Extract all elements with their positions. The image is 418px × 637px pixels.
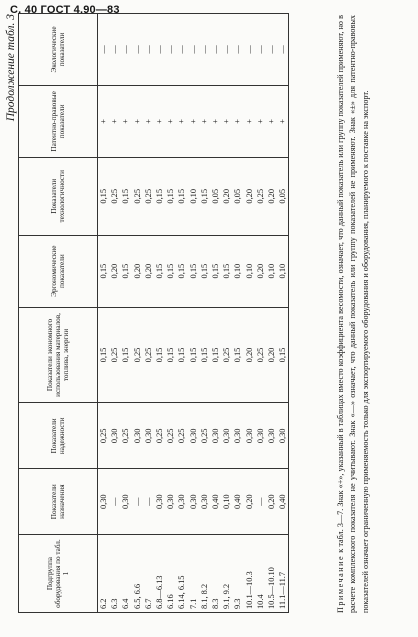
table-cell: 0,25 xyxy=(165,403,176,469)
table-cell: + xyxy=(255,85,266,157)
table-row xyxy=(154,14,165,613)
col-economy: Показатели экономного использования материалов, топлива, энергии xyxy=(19,307,98,403)
table-cell: — xyxy=(199,14,210,86)
table-cell: 0,20 xyxy=(143,235,154,307)
table-cell: 0,25 xyxy=(109,157,120,235)
table-cell: 9.3 xyxy=(232,535,243,613)
table-cell: 0,15 xyxy=(199,235,210,307)
table-cell: + xyxy=(176,85,187,157)
table-cell: 0,15 xyxy=(176,157,187,235)
table-cell: — xyxy=(165,14,176,86)
page-header: С. 40 ГОСТ 4.90—83 xyxy=(10,4,120,16)
table-cell: 0,15 xyxy=(199,307,210,403)
table-cell: 0,20 xyxy=(266,307,277,403)
col-purpose: Показатели назначения xyxy=(19,469,98,535)
table-cell: 0,30 xyxy=(210,403,221,469)
table-cell: 0,40 xyxy=(210,469,221,535)
table-cell: 0,25 xyxy=(176,403,187,469)
table-cell: 0,30 xyxy=(188,469,199,535)
table-cell: 0,15 xyxy=(120,157,131,235)
table-note xyxy=(335,15,372,613)
table-cell: 0,30 xyxy=(277,403,289,469)
table-cell: 0,15 xyxy=(188,307,199,403)
table-cell: 0,25 xyxy=(221,307,232,403)
table-cell: — xyxy=(132,14,143,86)
table-cell: 0,20 xyxy=(266,157,277,235)
table-cell: 6.8—6.13 xyxy=(154,535,165,613)
table-cell: 0,20 xyxy=(132,235,143,307)
table-cell: 0,30 xyxy=(188,403,199,469)
table-cell: 0,30 xyxy=(232,403,243,469)
table-cell: 6.3 xyxy=(109,535,120,613)
table-cell: 0,10 xyxy=(244,235,255,307)
table-cell: 0,20 xyxy=(244,469,255,535)
table-cell: — xyxy=(221,14,232,86)
table-cell: 10.1—10.3 xyxy=(244,535,255,613)
table-cell: 0,15 xyxy=(120,235,131,307)
table-row xyxy=(120,14,131,613)
table-cell: 0,25 xyxy=(98,403,110,469)
table-cell: — xyxy=(188,14,199,86)
table-cell: 0,30 xyxy=(132,403,143,469)
table-row xyxy=(132,14,143,613)
table-cell: + xyxy=(109,85,120,157)
table-cell: — xyxy=(143,469,154,535)
table-cell: 0,20 xyxy=(255,235,266,307)
table-cell: 0,15 xyxy=(210,235,221,307)
table-cell: 6.4 xyxy=(120,535,131,613)
table-cell: — xyxy=(266,14,277,86)
table-cell: 0,25 xyxy=(132,157,143,235)
table-cell: 0,15 xyxy=(232,307,243,403)
table-row xyxy=(109,14,120,613)
table-cell: 0,10 xyxy=(232,235,243,307)
table-cell: 0,25 xyxy=(143,157,154,235)
table-cell: 0,30 xyxy=(143,403,154,469)
table-cell: 0,25 xyxy=(132,307,143,403)
table-row xyxy=(210,14,221,613)
table-cell: + xyxy=(232,85,243,157)
table-cell: 0,30 xyxy=(176,469,187,535)
table-cell: + xyxy=(266,85,277,157)
table-cell: 0,10 xyxy=(188,157,199,235)
table-cell: — xyxy=(132,469,143,535)
table-cell: 0,30 xyxy=(266,403,277,469)
table-cell: + xyxy=(132,85,143,157)
table-cell: + xyxy=(244,85,255,157)
table-header-row xyxy=(19,14,98,613)
table-cell: + xyxy=(98,85,110,157)
table-cell: 10.5—10.10 xyxy=(266,535,277,613)
table-cell: 0,15 xyxy=(154,307,165,403)
table-cell: + xyxy=(199,85,210,157)
table-cell: 7.1 xyxy=(188,535,199,613)
table-cell: — xyxy=(277,14,289,86)
continuation-title: Продолжение табл. 3 xyxy=(5,14,17,122)
table-row xyxy=(176,14,187,613)
table-cell: 0,15 xyxy=(199,157,210,235)
table-cell: — xyxy=(154,14,165,86)
table-cell: 0,30 xyxy=(244,403,255,469)
table-cell: 0,40 xyxy=(277,469,289,535)
table-cell: 0,15 xyxy=(98,157,110,235)
table-body xyxy=(98,14,289,613)
table-cell: + xyxy=(154,85,165,157)
table-cell: 0,20 xyxy=(221,157,232,235)
table-cell: 0,20 xyxy=(109,235,120,307)
table-cell: — xyxy=(120,14,131,86)
table-cell: — xyxy=(255,469,266,535)
table-cell: + xyxy=(210,85,221,157)
table-cell: 0,15 xyxy=(165,307,176,403)
table-cell: — xyxy=(255,14,266,86)
table-cell: — xyxy=(109,14,120,86)
table-cell: + xyxy=(120,85,131,157)
table-cell: 0,15 xyxy=(188,235,199,307)
table-cell: 0,30 xyxy=(221,403,232,469)
table-cell: 6.16 xyxy=(165,535,176,613)
table-cell: 0,30 xyxy=(109,403,120,469)
table-cell: 0,30 xyxy=(98,469,110,535)
table-cell: 0,40 xyxy=(232,469,243,535)
table-row xyxy=(266,14,277,613)
table-cell: 0,25 xyxy=(199,403,210,469)
table-cell: — xyxy=(232,14,243,86)
table-row xyxy=(199,14,210,613)
table-cell: 6.2 xyxy=(98,535,110,613)
col-subgroup: Подгруппа оборудования по табл. 1 xyxy=(19,535,98,613)
table-cell: 9.1, 9.2 xyxy=(221,535,232,613)
table-cell: 0,30 xyxy=(165,469,176,535)
table-cell: 0,15 xyxy=(221,235,232,307)
table-cell: 0,25 xyxy=(143,307,154,403)
table-cell: — xyxy=(98,14,110,86)
table-cell: 0,10 xyxy=(277,235,289,307)
table-cell: 6.7 xyxy=(143,535,154,613)
table-cell: + xyxy=(221,85,232,157)
table-row xyxy=(221,14,232,613)
table-cell: + xyxy=(188,85,199,157)
table-container xyxy=(18,13,289,613)
coefficients-table xyxy=(18,13,289,613)
table-cell: 6.14, 6.15 xyxy=(176,535,187,613)
table-cell: 0,05 xyxy=(210,157,221,235)
col-technology: Показатели технологичности xyxy=(19,157,98,235)
table-cell: 8.1, 8.2 xyxy=(199,535,210,613)
table-cell: 0,25 xyxy=(154,403,165,469)
table-cell: — xyxy=(210,14,221,86)
table-cell: + xyxy=(277,85,289,157)
table-cell: 0,20 xyxy=(244,307,255,403)
table-cell: 0,25 xyxy=(255,307,266,403)
col-ergonomic: Эргономические показатели xyxy=(19,235,98,307)
table-cell: 0,15 xyxy=(176,307,187,403)
table-row xyxy=(165,14,176,613)
col-patent: Патентно-правовые показатели xyxy=(19,85,98,157)
table-cell: 8.3 xyxy=(210,535,221,613)
table-cell: 0,10 xyxy=(266,235,277,307)
table-cell: 0,15 xyxy=(210,307,221,403)
table-row xyxy=(255,14,266,613)
table-cell: 0,30 xyxy=(199,469,210,535)
table-cell: 10.4 xyxy=(255,535,266,613)
table-cell: + xyxy=(165,85,176,157)
table-cell: 0,05 xyxy=(277,157,289,235)
table-cell: 0,15 xyxy=(165,235,176,307)
table-cell: 0,15 xyxy=(98,235,110,307)
table-cell: 0,10 xyxy=(221,469,232,535)
table-cell: 0,20 xyxy=(244,157,255,235)
table-cell: 0,30 xyxy=(255,403,266,469)
table-row xyxy=(232,14,243,613)
table-row xyxy=(244,14,255,613)
col-ecology: Экологические показатели xyxy=(19,14,98,86)
col-reliability: Показатели надежности xyxy=(19,403,98,469)
table-row xyxy=(188,14,199,613)
table-row xyxy=(277,14,289,613)
table-cell: 0,05 xyxy=(232,157,243,235)
table-cell: 0,25 xyxy=(109,307,120,403)
table-cell: — xyxy=(109,469,120,535)
table-cell: 11.1—11.7 xyxy=(277,535,289,613)
table-cell: + xyxy=(143,85,154,157)
table-cell: 0,25 xyxy=(255,157,266,235)
note-text: к табл. 3—7. Знак «+», указанный в таблицах вместо коэффициента весомости, означает, что данный показатель или группу показателей применяют, но в расчете комплексного показателя не учитывают. Знак «—» означает, что данный показатель или группу показателей не применяют. Знак «±» для патентно-правовых показателей означает ограниченную применяемость только для экспортируемого оборудования и оборудования, планируемого к поставке на экспорт. xyxy=(336,15,370,613)
table-cell: 0,15 xyxy=(120,307,131,403)
table-cell: 0,25 xyxy=(120,403,131,469)
note-label: Примечание xyxy=(336,554,345,613)
table-cell: 0,15 xyxy=(98,307,110,403)
table-cell: — xyxy=(143,14,154,86)
table-cell: 0,30 xyxy=(120,469,131,535)
table-cell: 0,15 xyxy=(154,157,165,235)
table-cell: 6.5, 6.6 xyxy=(132,535,143,613)
table-cell: 0,15 xyxy=(176,235,187,307)
table-cell: — xyxy=(176,14,187,86)
table-cell: 0,15 xyxy=(154,235,165,307)
table-cell: 0,15 xyxy=(277,307,289,403)
table-cell: 0,20 xyxy=(266,469,277,535)
table-cell: — xyxy=(244,14,255,86)
table-cell: 0,15 xyxy=(165,157,176,235)
table-row xyxy=(98,14,110,613)
table-cell: 0,30 xyxy=(154,469,165,535)
table-row xyxy=(143,14,154,613)
